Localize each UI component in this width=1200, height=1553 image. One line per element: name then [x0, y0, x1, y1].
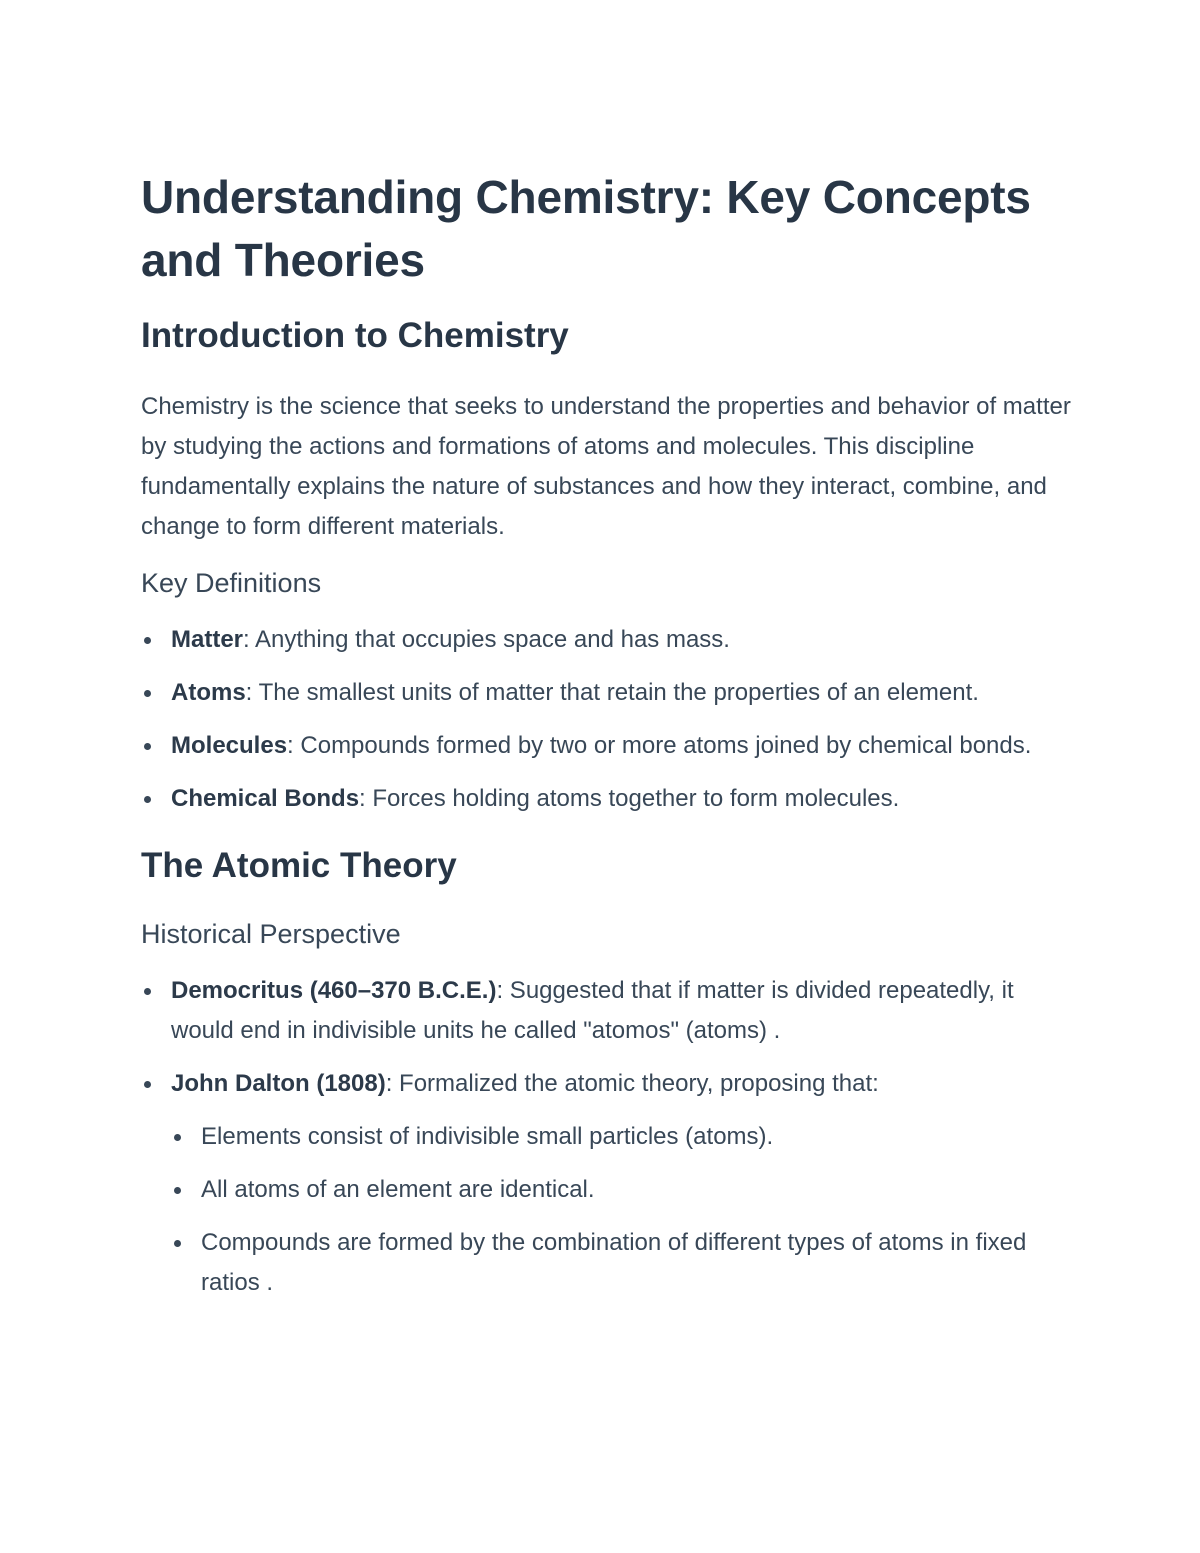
list-item — [141, 779, 1071, 819]
definition-text: : Compounds formed by two or more atoms joined by chemical bonds. — [287, 732, 1032, 759]
bullet-icon — [144, 637, 151, 644]
document-page — [141, 166, 1071, 1303]
list-item — [141, 971, 1071, 1051]
section-heading-introduction: Introduction to Chemistry — [141, 316, 569, 355]
definition-term: Matter — [171, 626, 244, 653]
definition-text: : Forces holding atoms together to form molecules. — [359, 785, 900, 812]
dalton-point-text: Compounds are formed by the combination of different types of atoms in fixed ratios . — [201, 1229, 1027, 1296]
list-item — [141, 1064, 1071, 1303]
bullet-icon — [144, 743, 151, 750]
dalton-point-text: All atoms of an element are identical. — [201, 1176, 595, 1203]
bullet-icon — [174, 1134, 181, 1141]
subheading-key-definitions: Key Definitions — [141, 568, 322, 598]
subheading-historical-perspective: Historical Perspective — [141, 919, 401, 949]
definition-text: : The smallest units of matter that retain the properties of an element. — [245, 679, 979, 706]
historical-list — [141, 971, 1071, 1303]
definition-term: John Dalton (1808) — [171, 1070, 386, 1097]
definition-text: : Formalized the atomic theory, proposing that: — [385, 1070, 879, 1097]
bullet-icon — [174, 1187, 181, 1194]
key-definitions-list — [141, 620, 1071, 819]
definition-term: Chemical Bonds — [171, 785, 360, 812]
bullet-icon — [144, 690, 151, 697]
definition-term: Molecules — [171, 732, 288, 759]
dalton-points-list — [171, 1117, 1071, 1303]
definition-text: : Anything that occupies space and has mass. — [243, 626, 730, 653]
page-title: Understanding Chemistry: Key Concepts and Theories — [141, 171, 1031, 286]
bullet-icon — [144, 988, 151, 995]
bullet-icon — [174, 1240, 181, 1247]
section-heading-atomic-theory: The Atomic Theory — [141, 846, 457, 885]
list-item — [171, 1223, 1071, 1303]
list-item — [171, 1117, 1071, 1157]
list-item — [141, 673, 1071, 713]
definition-text: : Suggested that if matter is divided repeatedly, it would end in indivisible units he called "atomos" (atoms) . — [171, 977, 1014, 1044]
intro-paragraph: Chemistry is the science that seeks to understand the properties and behavior of matter by studying the actions and formations of atoms and molecules. This discipline fundamentally explains the nature of substances and how they interact, combine, and change to form different materials. — [141, 393, 1071, 540]
dalton-point-text: Elements consist of indivisible small particles (atoms). — [201, 1123, 774, 1150]
definition-term: Democritus (460–370 B.C.E.) — [171, 977, 497, 1004]
list-item — [141, 726, 1071, 766]
bullet-icon — [144, 1081, 151, 1088]
list-item — [171, 1170, 1071, 1210]
bullet-icon — [144, 796, 151, 803]
list-item — [141, 620, 1071, 660]
definition-term: Atoms — [171, 679, 246, 706]
